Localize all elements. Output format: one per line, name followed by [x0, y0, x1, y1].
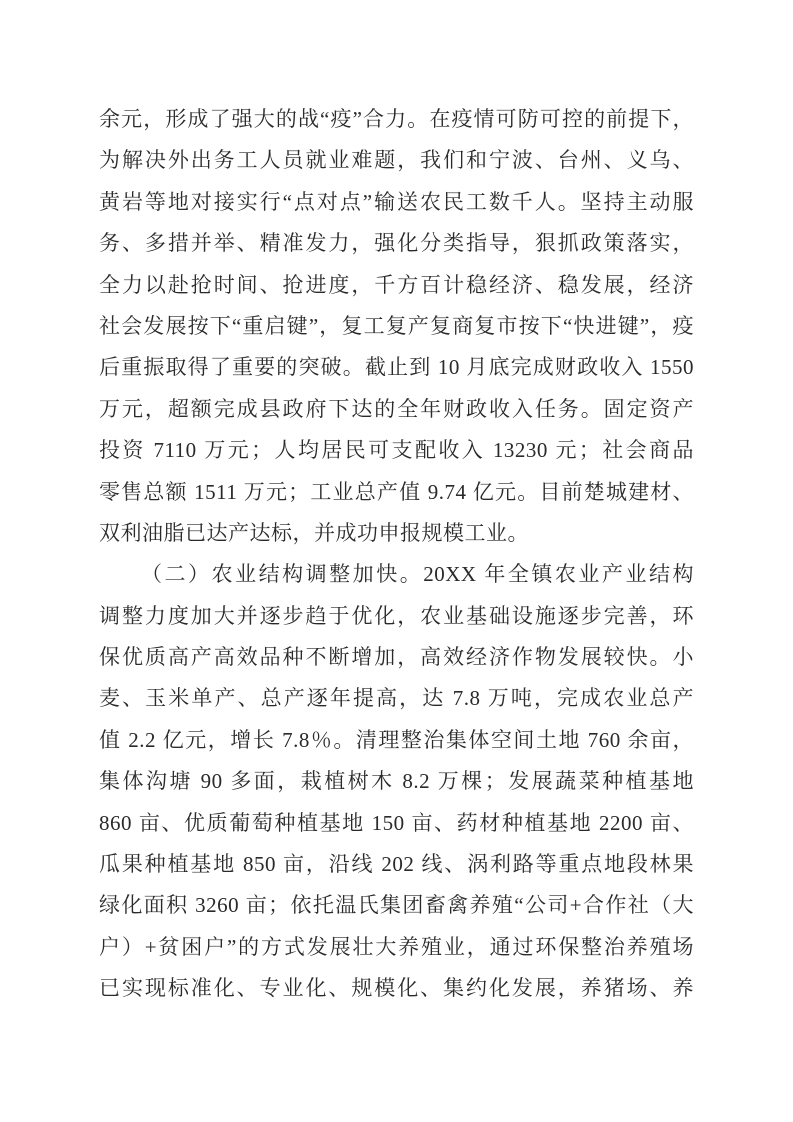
text-line: 860 亩、优质葡萄种植基地 150 亩、药材种植基地 2200 亩、 — [99, 810, 694, 835]
text-line: 瓜果种植基地 850 亩，沿线 202 线、涡利路等重点地段林果 — [99, 852, 694, 877]
text-line: 调整力度加大并逐步趋于优化，农业基础设施逐步完善，环 — [99, 603, 694, 628]
text-line: 麦、玉米单产、总产逐年提高，达 7.8 万吨，完成农业总产 — [99, 686, 694, 711]
text-line: 后重振取得了重要的突破。截止到 10 月底完成财政收入 1550 — [99, 355, 694, 380]
text-line: 绿化面积 3260 亩；依托温氏集团畜禽养殖“公司+合作社（大 — [99, 893, 694, 918]
text-line: 保优质高产高效品种不断增加，高效经济作物发展较快。小 — [99, 645, 694, 670]
text-line: 务、多措并举、精准发力，强化分类指导，狠抓政策落实， — [99, 231, 694, 256]
text-line: 零售总额 1511 万元；工业总产值 9.74 亿元。目前楚城建材、 — [99, 479, 694, 504]
text-line: 值 2.2 亿元，增长 7.8％。清理整治集体空间土地 760 余亩， — [99, 727, 694, 752]
text-line: 万元，超额完成县政府下达的全年财政收入任务。固定资产 — [99, 396, 694, 421]
paragraph-economy — [99, 99, 694, 554]
paragraph-agriculture — [99, 554, 694, 1009]
text-line: 黄岩等地对接实行“点对点”输送农民工数千人。坚持主动服 — [99, 189, 694, 214]
text-line: 为解决外出务工人员就业难题，我们和宁波、台州、义乌、 — [99, 148, 694, 173]
text-line: 余元，形成了强大的战“疫”合力。在疫情可防可控的前提下， — [99, 107, 694, 131]
text-line: 全力以赴抢时间、抢进度，千方百计稳经济、稳发展，经济 — [99, 272, 694, 297]
document-body — [99, 99, 694, 1010]
text-line: 集体沟塘 90 多面，栽植树木 8.2 万棵；发展蔬菜种植基地 — [99, 769, 694, 794]
text-line-section-heading: （二）农业结构调整加快。20XX 年全镇农业产业结构 — [141, 562, 694, 587]
text-line: 投资 7110 万元；人均居民可支配收入 13230 元；社会商品 — [99, 438, 694, 463]
text-line: 户）+贫困户”的方式发展壮大养殖业，通过环保整治养殖场 — [99, 934, 694, 959]
text-line: 已实现标准化、专业化、规模化、集约化发展，养猪场、养 — [99, 976, 694, 1001]
text-line: 双利油脂已达产达标，并成功申报规模工业。 — [99, 520, 529, 545]
text-line: 社会发展按下“重启键”，复工复产复商复市按下“快进键”，疫 — [99, 313, 694, 338]
